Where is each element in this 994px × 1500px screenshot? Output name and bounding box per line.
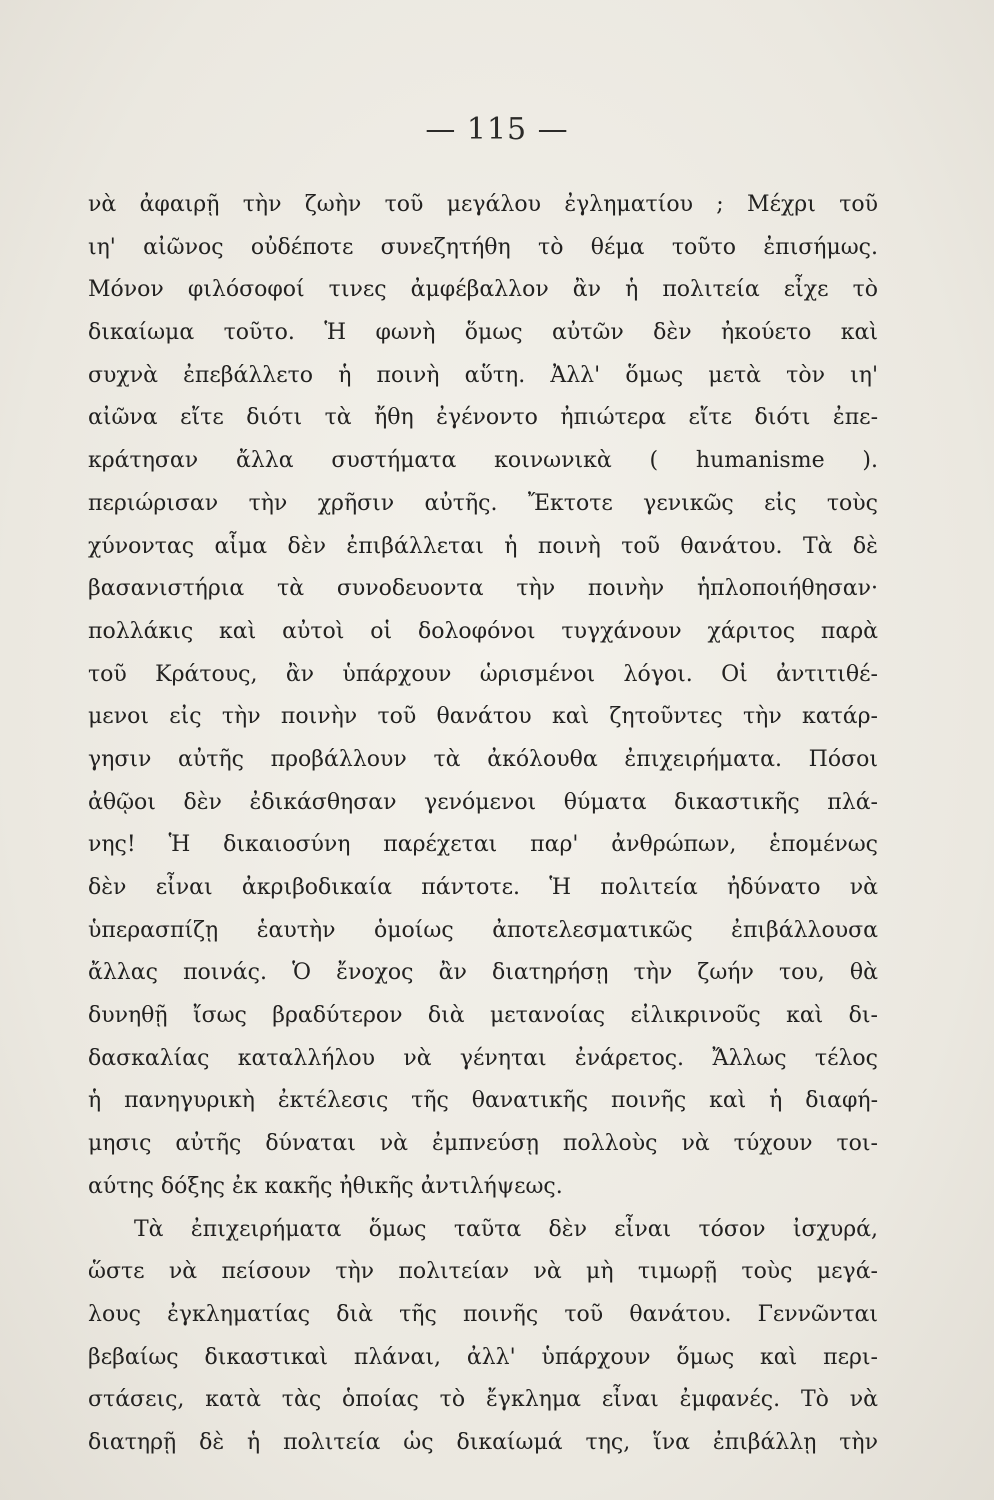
text-line: αἰῶνα εἴτε διότι τὰ ἤθη ἐγένοντο ἠπιώτερα εἴτε διότι ἐπε- [88,405,878,431]
text-line: ιη' αἰῶνος οὐδέποτε συνεζητήθη τὸ θέμα τοῦτο ἐπισήμως. [88,234,878,260]
text-line: δυνηθῇ ἴσως βραδύτερον διὰ μετανοίας εἰλικρινοῦς καὶ δι- [88,1003,878,1029]
text-line: δικαίωμα τοῦτο. Ἡ φωνὴ ὅμως αὐτῶν δὲν ἠκούετο καὶ [88,320,878,346]
text-line: νης! Ἡ δικαιοσύνη παρέχεται παρ' ἀνθρώπων, ἑπομένως [88,832,878,858]
text-line: ἀθῷοι δὲν ἐδικάσθησαν γενόμενοι θύματα δικαστικῆς πλά- [88,789,878,815]
text-line: ὥστε νὰ πείσουν τὴν πολιτείαν νὰ μὴ τιμωρῇ τοὺς μεγά- [88,1259,878,1285]
text-line: διατηρῇ δὲ ἡ πολιτεία ὡς δικαίωμά της, ἵνα ἐπιβάλλῃ τὴν [88,1429,878,1455]
text-line: χύνοντας αἷμα δὲν ἐπιβάλλεται ἡ ποινὴ τοῦ θανάτου. Τὰ δὲ [88,533,878,559]
text-line: δὲν εἶναι ἀκριβοδικαία πάντοτε. Ἡ πολιτεία ἠδύνατο νὰ [88,875,878,900]
text-line-paragraph-end: αύτης δόξης ἐκ κακῆς ἠθικῆς ἀντιλήψεως. [88,1173,563,1199]
text-line: δασκαλίας καταλλήλου νὰ γένηται ἐνάρετος. Ἄλλως τέλος [88,1045,878,1071]
text-line: βεβαίως δικαστικαὶ πλάναι, ἀλλ' ὑπάρχουν ὅμως καὶ περι- [88,1344,878,1370]
text-line: περιώρισαν τὴν χρῆσιν αὐτῆς. Ἔκτοτε γενικῶς εἰς τοὺς [88,490,878,516]
body-text [88,184,878,1465]
text-line: λους ἐγκληματίας διὰ τῆς ποινῆς τοῦ θανάτου. Γεννῶνται [88,1301,878,1327]
text-line: ὑπερασπίζῃ ἑαυτὴν ὁμοίως ἀποτελεσματικῶς ἐπιβάλλουσα [88,917,878,943]
text-line: συχνὰ ἐπεβάλλετο ἡ ποινὴ αὕτη. Ἀλλ' ὅμως μετὰ τὸν ιη' [88,362,878,388]
text-line: μησις αὐτῆς δύναται νὰ ἐμπνεύσῃ πολλοὺς νὰ τύχουν τοι- [88,1131,878,1157]
text-line: ἡ πανηγυρικὴ ἐκτέλεσις τῆς θανατικῆς ποινῆς καὶ ἡ διαφή- [88,1088,878,1114]
text-line: βασανιστήρια τὰ συνοδευοντα τὴν ποινὴν ἡπλοποιήθησαν· [88,576,878,602]
text-line: στάσεις, κατὰ τὰς ὁποίας τὸ ἔγκλημα εἶναι ἐμφανές. Τὸ νὰ [88,1387,878,1413]
text-line: κράτησαν ἄλλα συστήματα κοινωνικὰ ( humanisme ). [88,448,878,474]
text-line: Μόνον φιλόσοφοί τινες ἀμφέβαλλον ἂν ἡ πολιτεία εἶχε τὸ [88,277,878,303]
page-number: — 115 — [425,112,569,147]
text-line: μενοι εἰς τὴν ποινὴν τοῦ θανάτου καὶ ζητοῦντες τὴν κατάρ- [88,704,878,730]
text-line-paragraph-start: Τὰ ἐπιχειρήματα ὅμως ταῦτα δὲν εἶναι τόσον ἰσχυρά, [134,1216,878,1242]
text-line: γησιν αὐτῆς προβάλλουν τὰ ἀκόλουθα ἐπιχειρήματα. Πόσοι [88,746,878,772]
text-line: ἄλλας ποινάς. Ὁ ἔνοχος ἂν διατηρήσῃ τὴν ζωήν του, θὰ [88,960,878,986]
text-line: νὰ ἀφαιρῇ τὴν ζωὴν τοῦ μεγάλου ἐγληματίου ; Μέχρι τοῦ [88,192,878,217]
text-line: πολλάκις καὶ αὐτοὶ οἱ δολοφόνοι τυγχάνουν χάριτος παρὰ [88,618,878,644]
text-line: τοῦ Κράτους, ἂν ὑπάρχουν ὡρισμένοι λόγοι. Οἱ ἀντιτιθέ- [88,661,878,687]
